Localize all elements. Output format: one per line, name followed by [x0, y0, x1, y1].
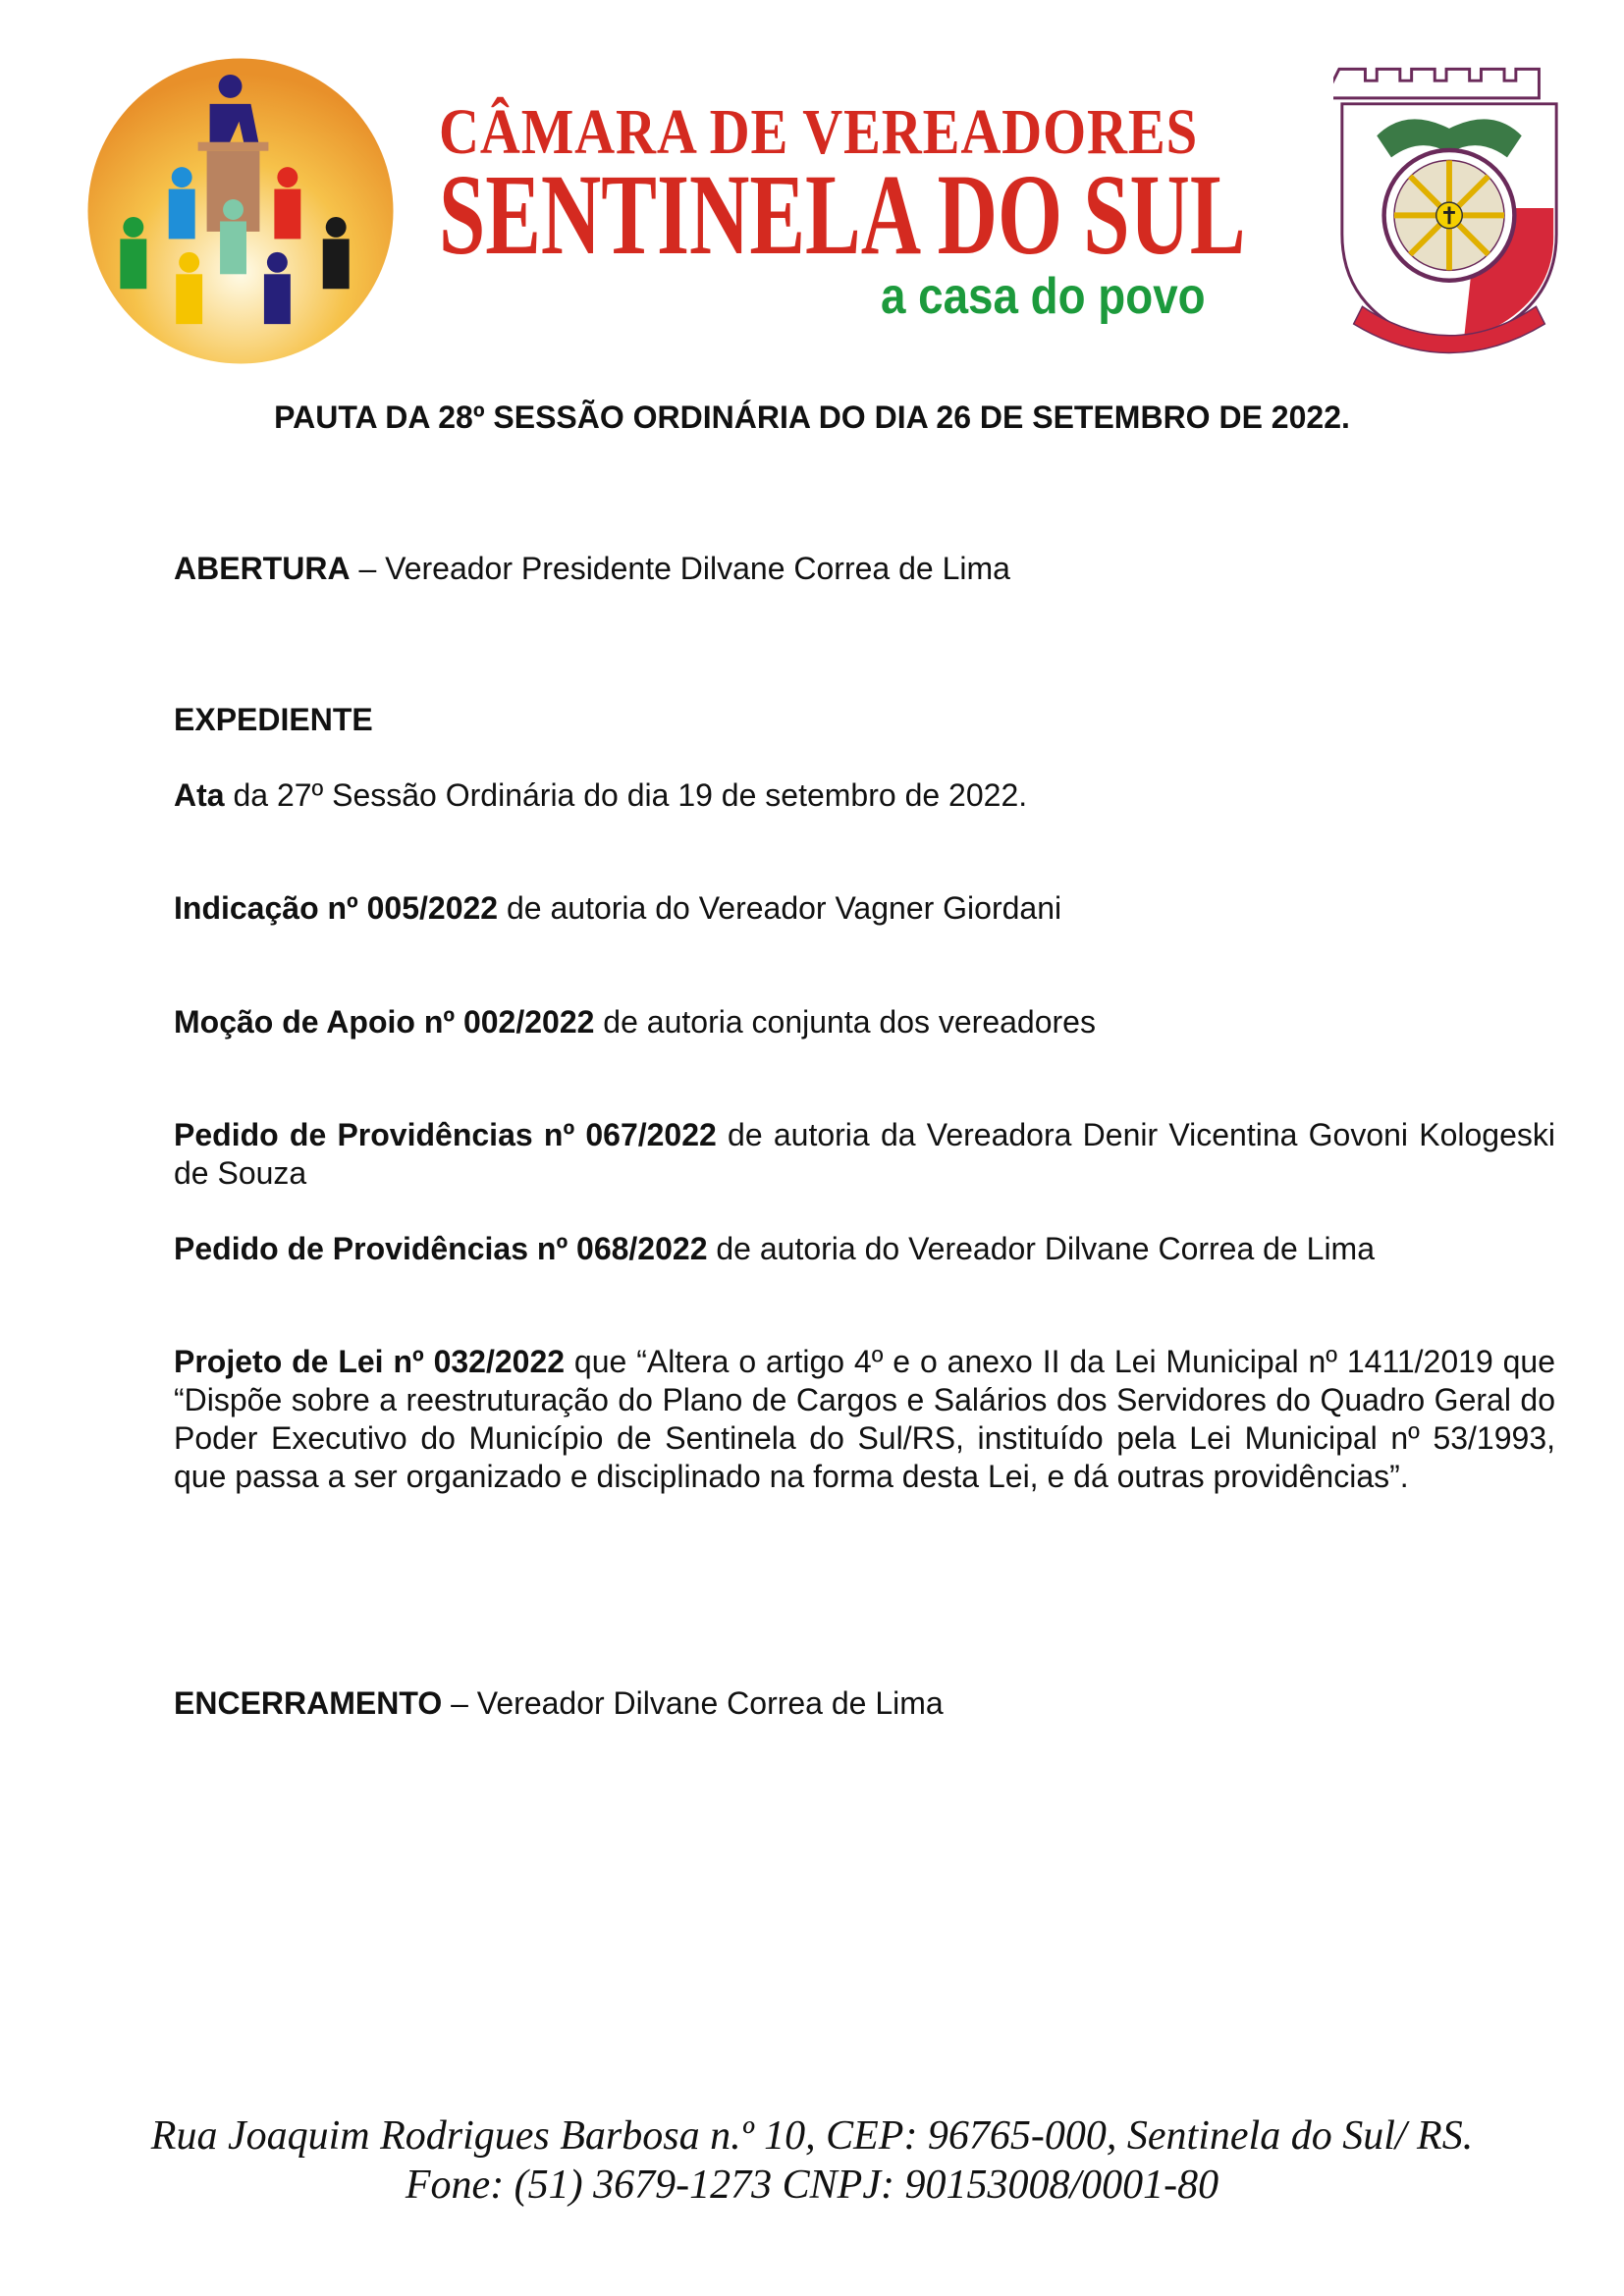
pedido-067-item — [174, 1116, 1555, 1193]
ata-text: da 27º Sessão Ordinária do dia 19 de setembro de 2022. — [224, 777, 1028, 813]
camara-logo-icon — [86, 57, 395, 365]
header-title-line2: SENTINELA DO SUL — [439, 150, 1246, 279]
footer-address: Rua Joaquim Rodrigues Barbosa n.º 10, CEP: 96765-000, Sentinela do Sul/ RS. — [150, 2113, 1474, 2159]
header-title-line1: CÂMARA DE VEREADORES — [439, 96, 1199, 168]
pedido-068-label: Pedido de Providências nº 068/2022 — [174, 1231, 708, 1266]
pedido-068-text: de autoria do Vereador Dilvane Correa de Lima — [707, 1231, 1375, 1266]
footer-contact: Fone: (51) 3679-1273 CNPJ: 90153008/0001-80 — [405, 2163, 1219, 2208]
pedido-067-label: Pedido de Providências nº 067/2022 — [174, 1117, 717, 1152]
indicacao-label: Indicação nº 005/2022 — [174, 890, 499, 926]
abertura-label: ABERTURA — [174, 551, 351, 586]
pedido-068-item — [174, 1230, 1555, 1268]
ata-label: Ata — [174, 777, 225, 813]
projeto-lei-label: Projeto de Lei nº 032/2022 — [174, 1344, 566, 1379]
encerramento-label: ENCERRAMENTO — [174, 1685, 443, 1721]
encerramento-item — [174, 1684, 1555, 1723]
header-tagline: a casa do povo — [881, 268, 1206, 325]
projeto-lei-text: que “Altera o artigo 4º e o anexo II da Lei Municipal nº 1411/2019 que “Dispõe sobre a reestruturação do Plano de Cargos e Salários dos Servidores do Quadro Geral do Poder Executivo do Município de Sentinela do Sul/RS, instituído pela Lei Municipal nº 53/1993, que passa a ser organizado e disciplinado na forma desta Lei, e dá outras providências”. — [174, 1344, 1556, 1494]
projeto-lei-item — [174, 1343, 1555, 1496]
abertura-text: – Vereador Presidente Dilvane Correa de Lima — [350, 551, 1010, 586]
encerramento-text: – Vereador Dilvane Correa de Lima — [442, 1685, 944, 1721]
abertura-item — [174, 550, 1555, 588]
indicacao-text: de autoria do Vereador Vagner Giordani — [498, 890, 1062, 926]
expediente-heading — [174, 701, 1555, 739]
document-title: PAUTA DA 28º SESSÃO ORDINÁRIA DO DIA 26 DE SETEMBRO DE 2022. — [274, 400, 1350, 435]
mocao-label: Moção de Apoio nº 002/2022 — [174, 1004, 595, 1040]
indicacao-item — [174, 889, 1555, 928]
ata-item — [174, 776, 1555, 815]
mocao-item — [174, 1003, 1555, 1041]
municipal-crest-icon — [1333, 61, 1565, 355]
expediente-label: EXPEDIENTE — [174, 702, 373, 737]
pedido-067-text: de autoria da Vereadora Denir Vicentina Govoni Kologeski de Souza — [174, 1117, 1556, 1191]
mocao-text: de autoria conjunta dos vereadores — [594, 1004, 1096, 1040]
